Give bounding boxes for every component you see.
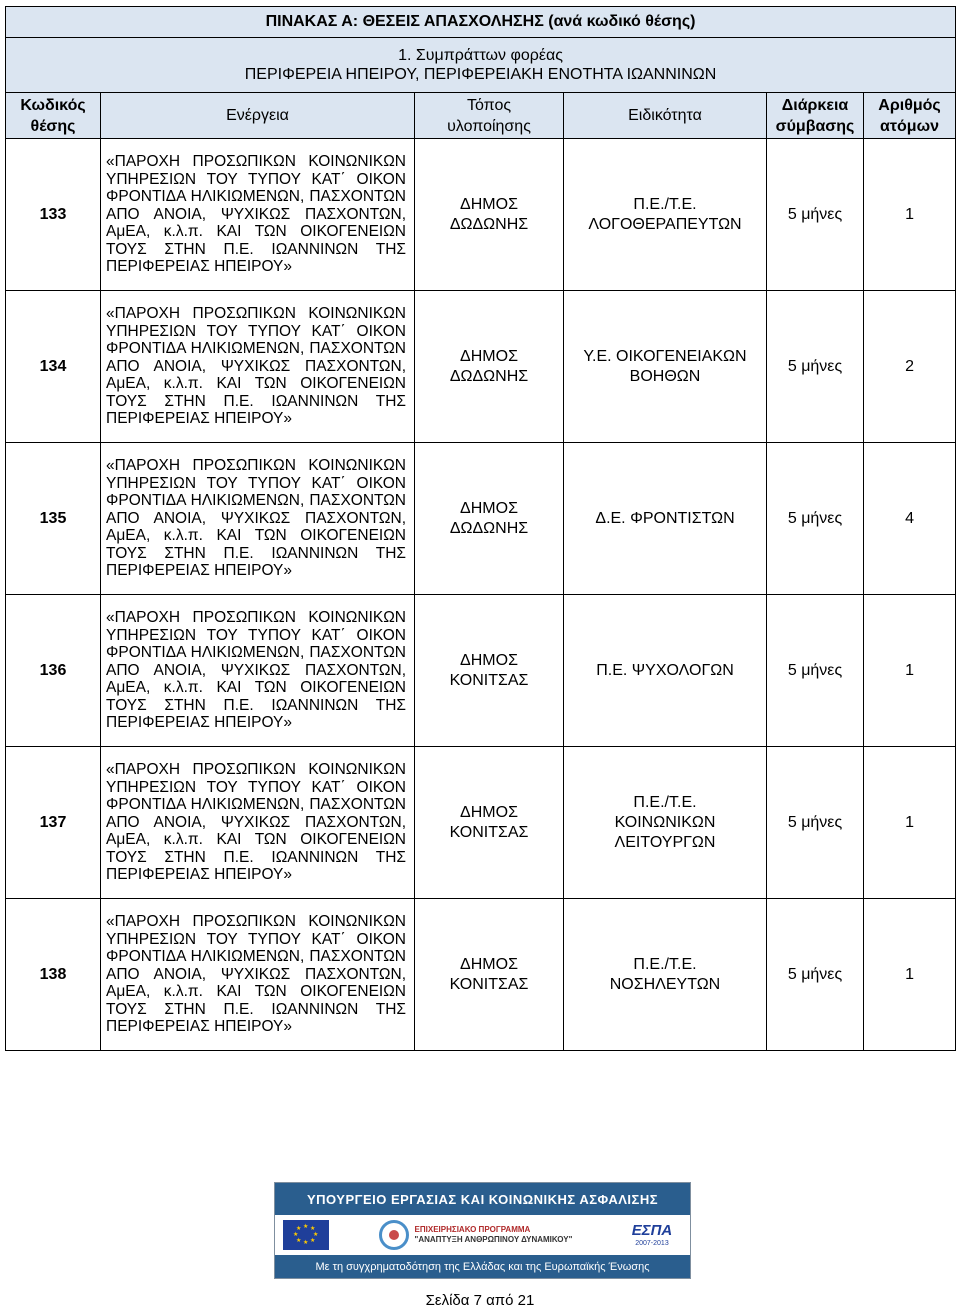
- header-code: [6, 93, 101, 139]
- position-persons: 4: [864, 443, 956, 595]
- positions-table: [5, 6, 956, 1051]
- place-line-2: ΚΟΝΙΤΣΑΣ: [449, 823, 529, 841]
- place-line-1: ΔΗΜΟΣ: [460, 651, 518, 669]
- table-row: [6, 595, 956, 747]
- position-place: [415, 747, 564, 899]
- place-line-2: ΚΟΝΙΤΣΑΣ: [449, 671, 529, 689]
- position-duration: 5 μήνες: [767, 139, 864, 291]
- position-code: 136: [6, 595, 101, 747]
- position-place: [415, 899, 564, 1051]
- place-line-1: ΔΗΜΟΣ: [460, 955, 518, 973]
- header-persons: [864, 93, 956, 139]
- place-line-2: ΔΩΔΩΝΗΣ: [449, 215, 529, 233]
- position-code: 138: [6, 899, 101, 1051]
- specialty-line-2: ΛΟΓΟΘΕΡΑΠΕΥΤΩΝ: [588, 215, 742, 233]
- position-duration: 5 μήνες: [767, 747, 864, 899]
- position-action: «ΠΑΡΟΧΗ ΠΡΟΣΩΠΙΚΩΝ ΚΟΙΝΩΝΙΚΩΝ ΥΠΗΡΕΣΙΩΝ ΤΟΥ ΤΥΠΟΥ ΚΑΤ΄ ΟΙΚΟΝ ΦΡΟΝΤΙΔΑ ΗΛΙΚΙΩΜΕΝΩΝ, ΠΑΣΧΟΝΤΩΝ ΑΠΟ ΑΝΟΙΑ, ΨΥΧΙΚΩΣ ΠΑΣΧΟΝΤΩΝ, ΑμΕΑ, κ.λ.π. ΚΑΙ ΤΩΝ ΟΙΚΟΓΕΝΕΙΩΝ ΤΟΥΣ ΣΤΗΝ Π.Ε. ΙΩΑΝΝΙΝΩΝ ΤΗΣ ΠΕΡΙΦΕΡΕΙΑΣ ΗΠΕΙΡΟΥ»: [101, 747, 415, 899]
- place-line-2: ΔΩΔΩΝΗΣ: [449, 519, 529, 537]
- table-title: ΠΙΝΑΚΑΣ Α: ΘΕΣΕΙΣ ΑΠΑΣΧΟΛΗΣΗΣ (ανά κωδικό θέσης): [6, 7, 956, 38]
- position-duration: 5 μήνες: [767, 291, 864, 443]
- table-subtitle-row: [6, 38, 956, 93]
- position-place: [415, 443, 564, 595]
- specialty-line-1: Π.Ε./Τ.Ε.: [633, 793, 697, 811]
- header-place-line-1: Τόπος: [466, 96, 512, 114]
- specialty-line-1: Π.Ε. ΨΥΧΟΛΟΓΩΝ: [596, 661, 734, 679]
- position-action: «ΠΑΡΟΧΗ ΠΡΟΣΩΠΙΚΩΝ ΚΟΙΝΩΝΙΚΩΝ ΥΠΗΡΕΣΙΩΝ ΤΟΥ ΤΥΠΟΥ ΚΑΤ΄ ΟΙΚΟΝ ΦΡΟΝΤΙΔΑ ΗΛΙΚΙΩΜΕΝΩΝ, ΠΑΣΧΟΝΤΩΝ ΑΠΟ ΑΝΟΙΑ, ΨΥΧΙΚΩΣ ΠΑΣΧΟΝΤΩΝ, ΑμΕΑ, κ.λ.π. ΚΑΙ ΤΩΝ ΟΙΚΟΓΕΝΕΙΩΝ ΤΟΥΣ ΣΤΗΝ Π.Ε. ΙΩΑΝΝΙΝΩΝ ΤΗΣ ΠΕΡΙΦΕΡΕΙΑΣ ΗΠΕΙΡΟΥ»: [101, 899, 415, 1051]
- position-specialty: [564, 747, 767, 899]
- header-place-line-2: υλοποίησης: [447, 117, 531, 135]
- place-line-1: ΔΗΜΟΣ: [460, 803, 518, 821]
- operational-programme-text: [415, 1225, 573, 1245]
- place-line-1: ΔΗΜΟΣ: [460, 195, 518, 213]
- specialty-line-1: Π.Ε./Τ.Ε.: [633, 195, 697, 213]
- position-specialty: [564, 443, 767, 595]
- position-persons: 1: [864, 899, 956, 1051]
- header-code-line-2: θέσης: [30, 117, 76, 135]
- position-duration: 5 μήνες: [767, 899, 864, 1051]
- position-action: «ΠΑΡΟΧΗ ΠΡΟΣΩΠΙΚΩΝ ΚΟΙΝΩΝΙΚΩΝ ΥΠΗΡΕΣΙΩΝ ΤΟΥ ΤΥΠΟΥ ΚΑΤ΄ ΟΙΚΟΝ ΦΡΟΝΤΙΔΑ ΗΛΙΚΙΩΜΕΝΩΝ, ΠΑΣΧΟΝΤΩΝ ΑΠΟ ΑΝΟΙΑ, ΨΥΧΙΚΩΣ ΠΑΣΧΟΝΤΩΝ, ΑμΕΑ, κ.λ.π. ΚΑΙ ΤΩΝ ΟΙΚΟΓΕΝΕΙΩΝ ΤΟΥΣ ΣΤΗΝ Π.Ε. ΙΩΑΝΝΙΝΩΝ ΤΗΣ ΠΕΡΙΦΕΡΕΙΑΣ ΗΠΕΙΡΟΥ»: [101, 595, 415, 747]
- espa-years: 2007-2013: [635, 1239, 669, 1247]
- espa-logo: [622, 1220, 682, 1250]
- position-specialty: [564, 291, 767, 443]
- compass-icon: [379, 1220, 409, 1250]
- position-duration: 5 μήνες: [767, 443, 864, 595]
- banner-ministry-title: ΥΠΟΥΡΓΕΙΟ ΕΡΓΑΣΙΑΣ ΚΑΙ ΚΟΙΝΩΝΙΚΗΣ ΑΣΦΑΛΙΣΗΣ: [275, 1183, 690, 1215]
- subtitle-line-1: 1. Συμπράττων φορέας: [398, 47, 563, 64]
- specialty-line-2: ΚΟΙΝΩΝΙΚΩΝ: [614, 813, 716, 831]
- specialty-line-1: Δ.Ε. ΦΡΟΝΤΙΣΤΩΝ: [595, 509, 735, 527]
- position-duration: 5 μήνες: [767, 595, 864, 747]
- specialty-line-3: ΛΕΙΤΟΥΡΓΩΝ: [614, 833, 716, 851]
- specialty-line-1: Π.Ε./Τ.Ε.: [633, 955, 697, 973]
- position-persons: 1: [864, 139, 956, 291]
- table-row: [6, 291, 956, 443]
- position-specialty: [564, 899, 767, 1051]
- place-line-2: ΚΟΝΙΤΣΑΣ: [449, 975, 529, 993]
- operational-programme-logo: [379, 1220, 573, 1250]
- position-place: [415, 139, 564, 291]
- banner-logos: [275, 1215, 690, 1255]
- position-action: «ΠΑΡΟΧΗ ΠΡΟΣΩΠΙΚΩΝ ΚΟΙΝΩΝΙΚΩΝ ΥΠΗΡΕΣΙΩΝ ΤΟΥ ΤΥΠΟΥ ΚΑΤ΄ ΟΙΚΟΝ ΦΡΟΝΤΙΔΑ ΗΛΙΚΙΩΜΕΝΩΝ, ΠΑΣΧΟΝΤΩΝ ΑΠΟ ΑΝΟΙΑ, ΨΥΧΙΚΩΣ ΠΑΣΧΟΝΤΩΝ, ΑμΕΑ, κ.λ.π. ΚΑΙ ΤΩΝ ΟΙΚΟΓΕΝΕΙΩΝ ΤΟΥΣ ΣΤΗΝ Π.Ε. ΙΩΑΝΝΙΝΩΝ ΤΗΣ ΠΕΡΙΦΕΡΕΙΑΣ ΗΠΕΙΡΟΥ»: [101, 291, 415, 443]
- subtitle-line-2: ΠΕΡΙΦΕΡΕΙΑ ΗΠΕΙΡΟΥ, ΠΕΡΙΦΕΡΕΙΑΚΗ ΕΝΟΤΗΤΑ ΙΩΑΝΝΙΝΩΝ: [244, 66, 717, 83]
- position-code: 137: [6, 747, 101, 899]
- header-duration: [767, 93, 864, 139]
- column-header-row: [6, 93, 956, 139]
- position-code: 133: [6, 139, 101, 291]
- position-code: 134: [6, 291, 101, 443]
- table-title-row: [6, 7, 956, 38]
- position-place: [415, 595, 564, 747]
- position-action: «ΠΑΡΟΧΗ ΠΡΟΣΩΠΙΚΩΝ ΚΟΙΝΩΝΙΚΩΝ ΥΠΗΡΕΣΙΩΝ ΤΟΥ ΤΥΠΟΥ ΚΑΤ΄ ΟΙΚΟΝ ΦΡΟΝΤΙΔΑ ΗΛΙΚΙΩΜΕΝΩΝ, ΠΑΣΧΟΝΤΩΝ ΑΠΟ ΑΝΟΙΑ, ΨΥΧΙΚΩΣ ΠΑΣΧΟΝΤΩΝ, ΑμΕΑ, κ.λ.π. ΚΑΙ ΤΩΝ ΟΙΚΟΓΕΝΕΙΩΝ ΤΟΥΣ ΣΤΗΝ Π.Ε. ΙΩΑΝΝΙΝΩΝ ΤΗΣ ΠΕΡΙΦΕΡΕΙΑΣ ΗΠΕΙΡΟΥ»: [101, 443, 415, 595]
- table-row: [6, 139, 956, 291]
- banner-cofunding-text: Με τη συγχρηματοδότηση της Ελλάδας και της Ευρωπαϊκής Ένωσης: [275, 1255, 690, 1278]
- espa-word: ΕΣΠΑ: [631, 1221, 673, 1239]
- header-duration-line-1: Διάρκεια: [781, 96, 849, 114]
- table-row: [6, 443, 956, 595]
- place-line-2: ΔΩΔΩΝΗΣ: [449, 367, 529, 385]
- header-action: Ενέργεια: [101, 93, 415, 139]
- place-line-1: ΔΗΜΟΣ: [460, 347, 518, 365]
- place-line-1: ΔΗΜΟΣ: [460, 499, 518, 517]
- specialty-line-2: ΒΟΗΘΩΝ: [629, 367, 701, 385]
- position-persons: 1: [864, 747, 956, 899]
- header-duration-line-2: σύμβασης: [775, 117, 855, 135]
- op-line-2: "ΑΝΑΠΤΥΞΗ ΑΝΘΡΩΠΙΝΟΥ ΔΥΝΑΜΙΚΟΥ": [414, 1235, 573, 1244]
- position-persons: 2: [864, 291, 956, 443]
- position-action: «ΠΑΡΟΧΗ ΠΡΟΣΩΠΙΚΩΝ ΚΟΙΝΩΝΙΚΩΝ ΥΠΗΡΕΣΙΩΝ ΤΟΥ ΤΥΠΟΥ ΚΑΤ΄ ΟΙΚΟΝ ΦΡΟΝΤΙΔΑ ΗΛΙΚΙΩΜΕΝΩΝ, ΠΑΣΧΟΝΤΩΝ ΑΠΟ ΑΝΟΙΑ, ΨΥΧΙΚΩΣ ΠΑΣΧΟΝΤΩΝ, ΑμΕΑ, κ.λ.π. ΚΑΙ ΤΩΝ ΟΙΚΟΓΕΝΕΙΩΝ ΤΟΥΣ ΣΤΗΝ Π.Ε. ΙΩΑΝΝΙΝΩΝ ΤΗΣ ΠΕΡΙΦΕΡΕΙΑΣ ΗΠΕΙΡΟΥ»: [101, 139, 415, 291]
- position-place: [415, 291, 564, 443]
- specialty-line-1: Υ.Ε. ΟΙΚΟΓΕΝΕΙΑΚΩΝ: [583, 347, 747, 365]
- specialty-line-2: ΝΟΣΗΛΕΥΤΩΝ: [609, 975, 721, 993]
- eu-flag-icon: ★ ★ ★ ★ ★ ★ ★ ★: [283, 1220, 329, 1250]
- table-subtitle: [6, 38, 956, 93]
- page-number: Σελίδα 7 από 21: [425, 1292, 535, 1309]
- position-specialty: [564, 139, 767, 291]
- funding-banner: [274, 1182, 691, 1279]
- position-specialty: [564, 595, 767, 747]
- position-persons: 1: [864, 595, 956, 747]
- op-line-1: ΕΠΙΧΕΙΡΗΣΙΑΚΟ ΠΡΟΓΡΑΜΜΑ: [414, 1225, 531, 1234]
- header-persons-line-2: ατόμων: [880, 117, 939, 135]
- header-code-line-1: Κωδικός: [20, 96, 86, 114]
- header-specialty: Ειδικότητα: [564, 93, 767, 139]
- table-row: [6, 899, 956, 1051]
- table-row: [6, 747, 956, 899]
- header-persons-line-1: Αριθμός: [878, 96, 941, 114]
- header-place: [415, 93, 564, 139]
- position-code: 135: [6, 443, 101, 595]
